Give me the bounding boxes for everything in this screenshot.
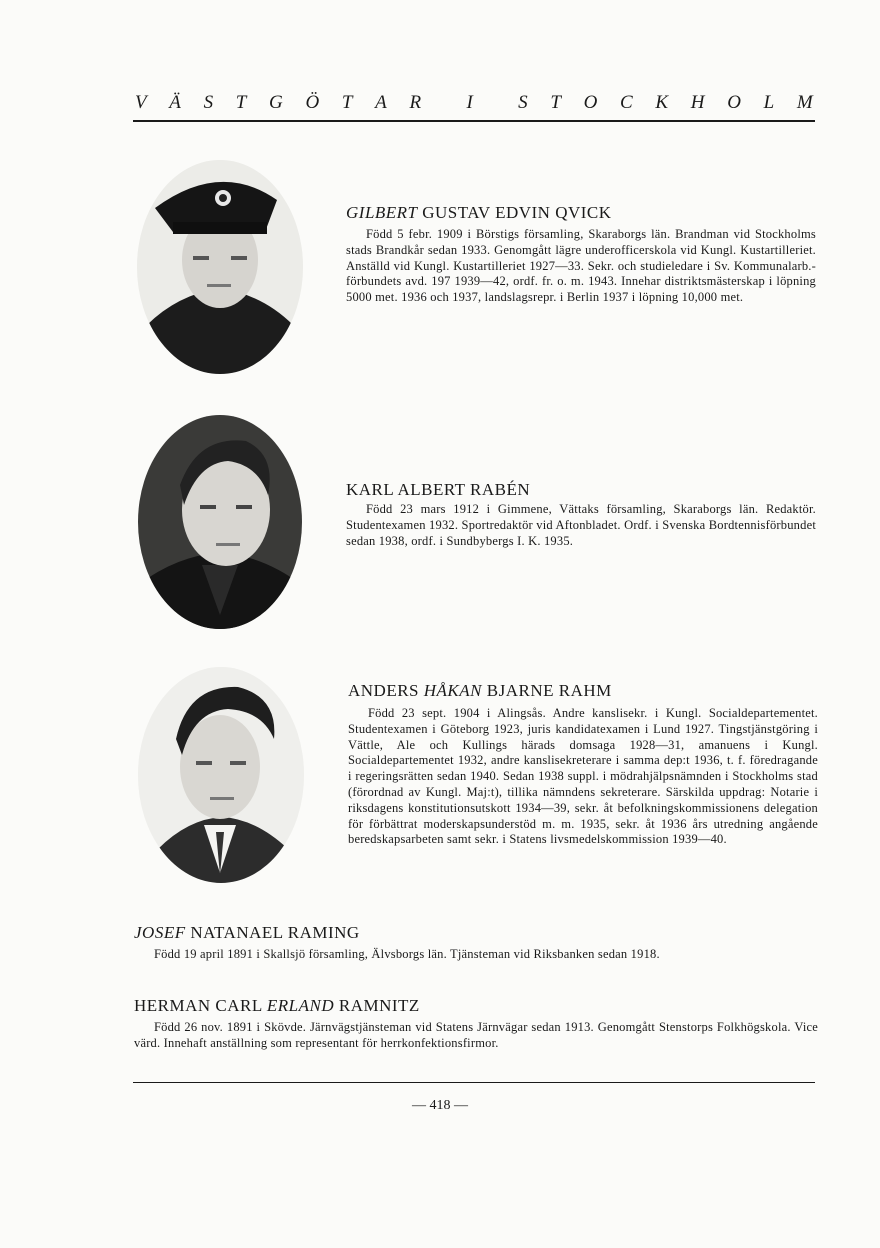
name-rest: RAMNITZ xyxy=(334,996,420,1015)
entry-name xyxy=(346,480,530,500)
header-letter: K xyxy=(655,92,669,113)
running-header xyxy=(133,92,815,122)
name-italic: HÅKAN xyxy=(423,681,482,700)
entry-text: Född 23 mars 1912 i Gimmene, Vättaks församling, Skaraborgs län. Redaktör. Studentexamen 1932. Sportredaktör vid Aftonbladet. Ordf. i Svenska Bordtennisförbundet sedan 1938, ordf. i Sundbybergs I. K. 1935. xyxy=(346,502,816,548)
header-letter: R xyxy=(409,92,422,113)
page-number: — 418 — xyxy=(412,1098,468,1113)
entry-name xyxy=(134,923,360,943)
header-letter: S xyxy=(518,92,528,113)
running-header-text xyxy=(133,92,815,114)
entry-text: Född 19 april 1891 i Skallsjö församling, Älvsborgs län. Tjänsteman vid Riksbanken sedan 1918. xyxy=(154,947,660,961)
header-letter: A xyxy=(375,92,387,113)
name-rest: NATANAEL RAMING xyxy=(185,923,360,942)
entry-name xyxy=(348,681,612,701)
entry-body xyxy=(134,947,818,963)
entry-name xyxy=(346,203,612,223)
footer-rule xyxy=(133,1082,815,1083)
name-text: HERMAN CARL xyxy=(134,996,267,1015)
portrait-photo-qvick xyxy=(137,160,303,374)
header-letter: Ä xyxy=(169,92,181,113)
header-letter: C xyxy=(620,92,633,113)
header-letter: T xyxy=(235,92,247,113)
entry-body xyxy=(346,502,816,549)
header-letter: S xyxy=(203,92,214,113)
entry-text: Född 5 febr. 1909 i Börstigs församling, Skaraborgs län. Brandman vid Stockholms stads Brandkår sedan 1933. Genomgått lägre underofficerskola vid Kungl. Kustartilleriet. Anställd vid Kungl. Kustartilleriet 1927—33. Sekr. och studieledare i Sv. Kommunalarb.-förbundets avd. 197 1939—42, ordf. fr. o. m. 1943. Innehar distriktsmästerskap i löpning 5000 met. 1936 och 1937, landslagsrepr. i Berlin 1937 i löpning 10,000 met. xyxy=(346,227,816,305)
entry-text: Född 26 nov. 1891 i Skövde. Järnvägstjänsteman vid Statens Järnvägar sedan 1913. Genomgått Stenstorps Folkhögskola. Vice värd. Innehaft anställning som representant för herrkonfektionsfirmor. xyxy=(134,1020,818,1050)
entry-body xyxy=(346,227,816,306)
name-italic: JOSEF xyxy=(134,923,186,942)
entry-text: Född 23 sept. 1904 i Alingsås. Andre kanslisekr. i Kungl. Socialdepartementet. Studentexamen i Göteborg 1923, juris kandidatexamen i Lund 1927. Tingstjänstgöring i Vättle, Ale och Kullings härads domsaga 1928—31, amanuens i Kungl. Socialdepartementet 1932, andre kanslisekreterare i samma dep:t 1936, t. f. föredragande i regeringsrätten sedan 1940. Sedan 1938 suppl. i mödrahjälpsnämnden i Stockholms stad (förordnad av Kungl. Maj:t), tillika nämndens sekreterare. Särskilda uppdrag: Notarie i riksdagens konstitutionsutskott 1934—39, sekr. åt befolkningskommissionens delegation för förbättrat moderskapsunderstöd m. m. 1935, sekr. åt 1936 års utredning angående beredskapsarbeten samt sekr. i Statens livsmedelskommission 1939—40. xyxy=(348,706,818,847)
name-rest: BJARNE RAHM xyxy=(482,681,612,700)
header-letter: I xyxy=(466,92,473,113)
header-letter: M xyxy=(796,92,813,113)
portrait-photo-raben xyxy=(138,415,302,629)
name-italic: ERLAND xyxy=(266,996,335,1015)
entry-name xyxy=(134,996,420,1016)
header-letter: V xyxy=(135,92,147,113)
name-rest: GUSTAV EDVIN QVICK xyxy=(417,203,612,222)
entry-body xyxy=(348,706,818,848)
header-letter: H xyxy=(690,92,705,113)
header-letter: O xyxy=(727,92,741,113)
header-letter: Ö xyxy=(305,92,320,113)
portrait-photo-rahm xyxy=(138,667,304,883)
header-letter: T xyxy=(550,92,561,113)
header-letter: T xyxy=(341,92,353,113)
name-text: ANDERS xyxy=(348,681,424,700)
header-letter: O xyxy=(583,92,598,113)
name-italic: GILBERT xyxy=(346,203,418,222)
header-letter: G xyxy=(269,92,283,113)
entry-body xyxy=(134,1020,818,1052)
header-letter: L xyxy=(763,92,775,113)
name-text: KARL ALBERT RABÉN xyxy=(346,480,531,499)
